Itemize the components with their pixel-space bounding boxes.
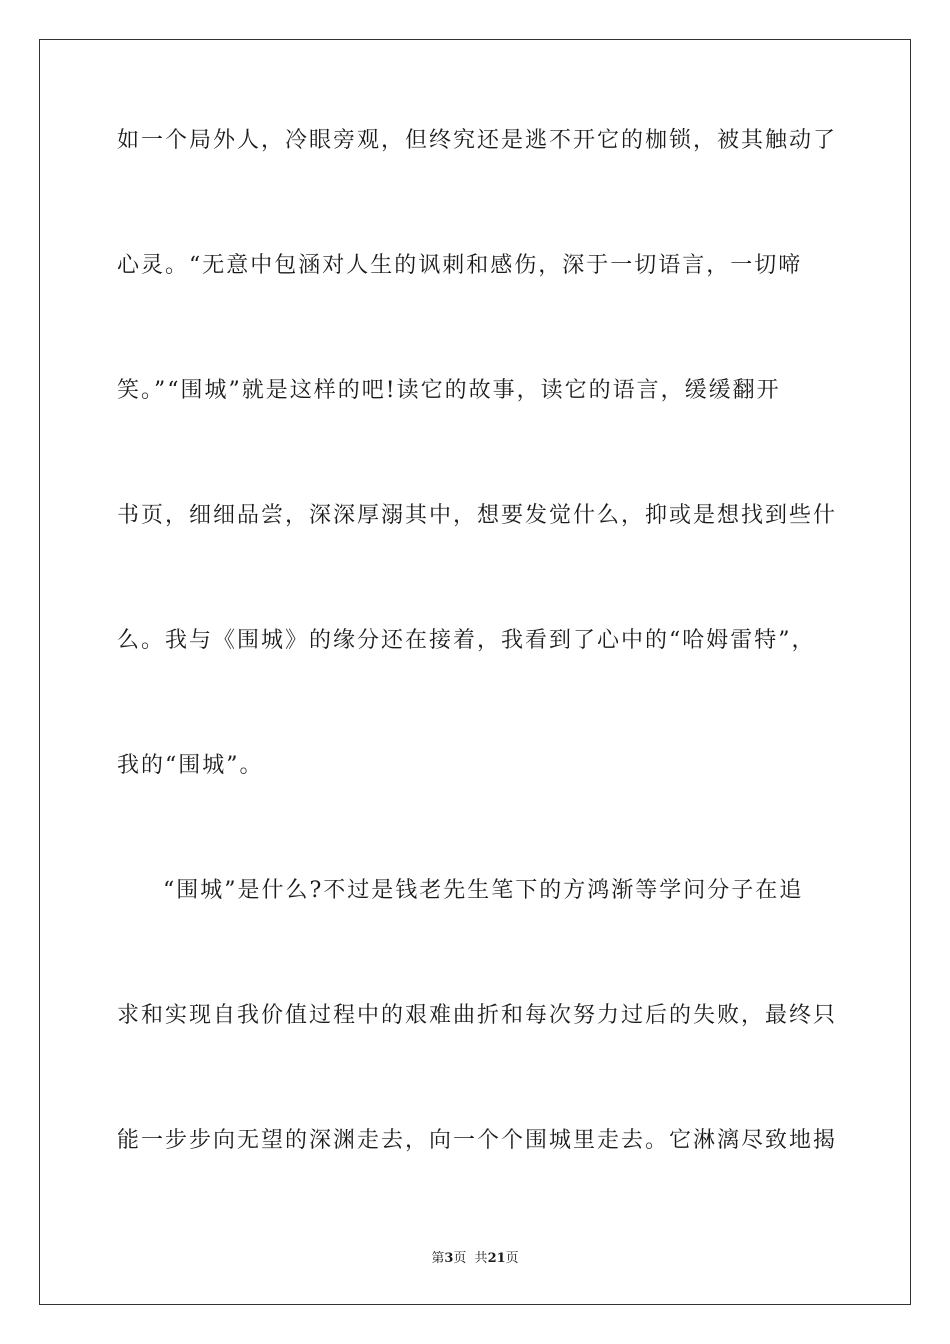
text-line-7: “围城”是什么?不过是钱老先生笔下的方鸿渐等学问分子在追 <box>163 878 804 903</box>
text-line-6: 我的“围城”。 <box>117 753 264 778</box>
text-line-1: 如一个局外人，冷眼旁观，但终究还是逃不开它的枷锁，被其触动了 <box>117 128 838 153</box>
text-line-5: 么。我与《围城》的缘分还在接着，我看到了心中的“哈姆雷特”， <box>117 628 816 653</box>
text-line-4: 书页，细细品尝，深深厚溺其中，想要发觉什么，抑或是想找到些什 <box>117 503 838 528</box>
total-pages: 21 <box>487 1251 506 1266</box>
text-line-2: 心灵。“无意中包涵对人生的讽刺和感伤，深于一切语言，一切啼 <box>117 253 803 278</box>
page-suffix: 页 <box>453 1251 467 1266</box>
text-line-9: 能一步步向无望的深渊走去，向一个个围城里走去。它淋漓尽致地揭 <box>117 1128 838 1153</box>
page-prefix: 第 <box>431 1251 445 1266</box>
total-prefix: 共 <box>474 1251 488 1266</box>
total-suffix: 页 <box>505 1251 519 1266</box>
page-number: 3 <box>444 1251 454 1266</box>
text-line-3: 笑。”“围城”就是这样的吧!读它的故事，读它的语言，缓缓翻开 <box>117 378 781 403</box>
page-footer <box>0 1247 950 1266</box>
document-body <box>117 128 837 1253</box>
text-line-8: 求和实现自我价值过程中的艰难曲折和每次努力过后的失败，最终只 <box>117 1003 838 1028</box>
